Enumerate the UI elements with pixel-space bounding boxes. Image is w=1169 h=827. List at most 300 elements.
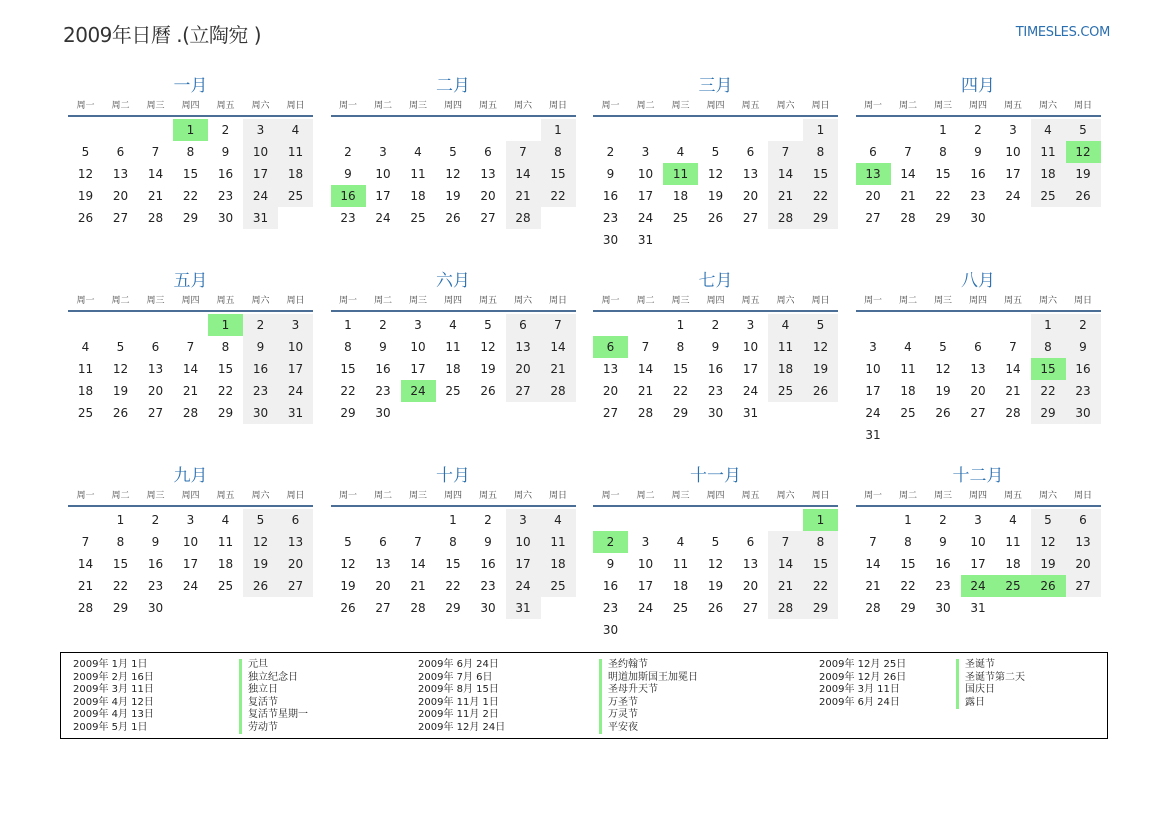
day-cell: 18 [900,384,916,398]
empty-cell [768,509,803,531]
empty-cell [733,509,768,531]
day-cell: 8 [221,340,230,354]
day-cell: 12 [112,362,129,376]
day-cell: 11 [445,340,461,354]
weekday-label: 周一 [76,296,95,306]
holiday-date-column [418,659,505,734]
weekday-label: 周四 [706,101,725,111]
day-cell: 17 [637,189,654,203]
weekday-label: 周三 [408,296,427,306]
day-cell: 19 [340,579,356,593]
weekday-label: 周四 [968,101,987,111]
day-cell: 27 [970,406,986,420]
weekday-label: 周二 [373,101,392,111]
day-cell: 9 [344,167,352,181]
day-cell: 17 [742,362,759,376]
day-cell: 9 [606,167,615,181]
holiday-legend [60,652,1108,739]
day-cell: 14 [637,362,654,376]
day-cell: 14 [182,362,199,376]
day-cell: 15 [900,557,916,571]
holiday-date-column [73,659,154,734]
day-cell: 18 [410,189,426,203]
empty-cell [436,119,471,141]
day-cell: 29 [112,601,129,615]
day-cell: 12 [707,557,724,571]
day-cell: 24 [637,211,654,225]
day-cell: 13 [375,557,391,571]
day-cell: 13 [147,362,164,376]
day-grid [331,314,576,424]
site-link[interactable]: TIMESLES.COM [1015,25,1110,40]
day-cell: 21 [541,358,576,380]
holiday-date: 2009年 1月 1日 [73,659,148,670]
month-title: 三月 [698,76,733,96]
weekday-label: 周一 [601,491,620,501]
day-cell: 7 [541,314,576,336]
empty-cell [628,119,663,141]
day-cell: 28 [506,207,541,229]
day-cell: 4 [81,340,90,354]
empty-cell [698,509,733,531]
day-cell: 15 [112,557,129,571]
weekday-label: 周六 [251,491,270,501]
empty-cell [103,119,138,141]
day-cell: 29 [1031,402,1066,424]
empty-cell [856,314,891,336]
weekday-header [856,487,1101,507]
weekday-header [856,97,1101,117]
day-cell: 20 [742,579,759,593]
day-cell: 2 [1066,314,1101,336]
holiday-name: 露日 [956,697,1025,710]
day-cell: 13 [1066,531,1101,553]
day-cell: 24 [865,406,881,420]
weekday-label: 周三 [408,101,427,111]
day-cell: 7 [81,535,90,549]
day-cell: 5 [484,318,492,332]
day-cell: 16 [147,557,164,571]
day-cell: 25 [77,406,94,420]
day-cell: 26 [707,601,724,615]
day-cell: 26 [803,380,838,402]
holiday-name: 独立纪念日 [239,672,308,685]
weekday-label: 周六 [251,296,270,306]
day-cell: 5 [344,535,352,549]
day-cell: 8 [344,340,352,354]
day-cell: 12 [480,340,496,354]
day-cell: 19 [707,189,724,203]
weekday-label: 周四 [181,491,200,501]
day-cell: 6 [278,509,313,531]
day-cell: 2 [151,513,160,527]
day-cell: 20 [278,553,313,575]
day-cell: 2 [379,318,387,332]
day-cell: 19 [112,384,129,398]
holiday-name: 万圣节 [599,697,698,710]
weekday-header [593,487,838,507]
weekday-label: 周日 [286,101,305,111]
day-cell: 23 [375,384,391,398]
day-cell: 5 [1066,119,1101,141]
day-cell: 17 [970,557,986,571]
day-cell: 30 [602,623,619,637]
month-title: 八月 [961,271,995,291]
day-cell: 29 [803,597,838,619]
weekday-label: 周日 [548,491,567,501]
day-cell: 1 [449,513,457,527]
day-cell: 14 [77,557,94,571]
weekday-label: 周六 [513,101,532,111]
day-cell: 14 [506,163,541,185]
weekday-label: 周二 [636,296,655,306]
empty-cell [68,314,103,336]
weekday-label: 周日 [1073,101,1092,111]
day-cell: 1 [803,119,838,141]
day-cell: 19 [1066,163,1101,185]
day-cell: 23 [243,380,278,402]
day-cell: 13 [970,362,986,376]
holiday-date: 2009年 11月 1日 [418,696,499,708]
page-title: 2009年日曆 .(立陶宛 ) [63,23,262,47]
day-cell: 7 [904,145,912,159]
weekday-label: 周四 [968,296,987,306]
day-grid [593,509,838,641]
day-cell: 7 [151,145,160,159]
day-cell: 27 [480,211,496,225]
day-cell: 7 [186,340,195,354]
day-cell: 1 [1031,314,1066,336]
weekday-label: 周日 [548,101,567,111]
day-cell: 30 [243,402,278,424]
day-cell: 20 [375,579,391,593]
day-cell: 1 [344,318,352,332]
day-cell: 26 [340,601,356,615]
day-grid [593,314,838,424]
day-cell: 2 [974,123,982,137]
day-cell: 9 [151,535,160,549]
day-cell: 31 [278,402,313,424]
day-cell: 6 [974,340,982,354]
holiday-name: 国庆日 [956,684,1025,697]
day-cell: 6 [379,535,387,549]
day-cell: 22 [803,185,838,207]
day-cell: 21 [77,579,94,593]
day-cell: 4 [676,535,685,549]
holiday-day: 24 [961,575,996,597]
weekday-label: 周日 [286,296,305,306]
weekday-label: 周二 [636,101,655,111]
weekday-label: 周二 [636,491,655,501]
day-cell: 13 [278,531,313,553]
empty-cell [331,119,366,141]
day-cell: 7 [768,141,803,163]
day-cell: 27 [112,211,129,225]
day-cell: 18 [1031,163,1066,185]
empty-cell [138,314,173,336]
day-cell: 21 [768,575,803,597]
day-cell: 29 [217,406,234,420]
weekday-label: 周五 [1003,101,1022,111]
day-cell: 20 [506,358,541,380]
day-cell: 19 [243,553,278,575]
day-cell: 16 [1066,358,1101,380]
holiday-day: 12 [1066,141,1101,163]
day-cell: 1 [541,119,576,141]
weekday-header [856,292,1101,312]
weekday-label: 周六 [776,296,795,306]
weekday-label: 周六 [1038,101,1057,111]
day-cell: 4 [1031,119,1066,141]
day-cell: 28 [182,406,199,420]
day-cell: 15 [541,163,576,185]
day-cell: 15 [803,553,838,575]
day-cell: 1 [676,318,685,332]
weekday-label: 周五 [741,491,760,501]
day-cell: 3 [278,314,313,336]
day-cell: 11 [278,141,313,163]
day-cell: 26 [935,406,951,420]
empty-cell [401,509,436,531]
weekday-label: 周日 [548,296,567,306]
day-cell: 8 [904,535,912,549]
empty-cell [401,119,436,141]
day-grid [68,509,313,619]
day-cell: 8 [803,141,838,163]
month-block [856,270,1101,446]
day-cell: 27 [602,406,619,420]
day-cell: 27 [147,406,164,420]
day-cell: 10 [182,535,199,549]
empty-cell [768,119,803,141]
holiday-date: 2009年 3月 11日 [73,684,154,695]
day-cell: 12 [707,167,724,181]
day-cell: 21 [865,579,881,593]
month-title: 十一月 [690,466,741,486]
day-cell: 4 [278,119,313,141]
day-cell: 11 [217,535,234,549]
holiday-date: 2009年 6月 24日 [418,659,499,670]
day-grid [331,509,576,619]
day-cell: 7 [641,340,650,354]
day-cell: 21 [147,189,164,203]
day-cell: 15 [182,167,199,181]
day-cell: 10 [1005,145,1021,159]
day-cell: 10 [278,336,313,358]
day-cell: 17 [278,358,313,380]
day-cell: 4 [904,340,912,354]
month-title: 二月 [436,76,470,96]
day-cell: 3 [869,340,877,354]
day-cell: 10 [637,557,654,571]
day-cell: 26 [707,211,724,225]
day-cell: 15 [217,362,234,376]
day-cell: 8 [449,535,457,549]
day-cell: 8 [676,340,685,354]
day-cell: 23 [217,189,234,203]
weekday-header [331,487,576,507]
day-cell: 6 [506,314,541,336]
holiday-name: 劳动节 [239,722,308,735]
holiday-day: 24 [401,380,436,402]
day-cell: 24 [278,380,313,402]
day-cell: 6 [116,145,125,159]
weekday-label: 周二 [373,491,392,501]
holiday-date: 2009年 4月 12日 [73,696,154,708]
day-cell: 17 [182,557,199,571]
day-cell: 25 [768,380,803,402]
weekday-label: 周一 [863,101,882,111]
day-cell: 14 [768,163,803,185]
day-cell: 26 [445,211,461,225]
weekday-label: 周日 [1073,296,1092,306]
month-block [593,465,838,641]
day-cell: 27 [375,601,391,615]
day-cell: 15 [672,362,689,376]
weekday-label: 周三 [933,296,952,306]
weekday-label: 周一 [338,491,357,501]
weekday-label: 周一 [76,491,95,501]
day-cell: 28 [768,207,803,229]
day-cell: 1 [939,123,947,137]
day-cell: 7 [506,141,541,163]
day-cell: 16 [970,167,986,181]
day-cell: 28 [637,406,654,420]
day-cell: 23 [1066,380,1101,402]
day-cell: 12 [340,557,356,571]
day-cell: 21 [410,579,426,593]
day-cell: 20 [970,384,986,398]
day-cell: 30 [602,233,619,247]
day-cell: 24 [182,579,199,593]
empty-cell [856,119,891,141]
day-cell: 11 [1031,141,1066,163]
day-cell: 25 [410,211,426,225]
day-cell: 28 [900,211,916,225]
day-cell: 2 [711,318,720,332]
empty-cell [698,119,733,141]
weekday-label: 周二 [111,101,130,111]
holiday-date: 2009年 6月 24日 [819,696,900,708]
empty-cell [628,314,663,336]
month-block [68,465,313,619]
day-cell: 2 [221,123,230,137]
day-cell: 26 [1066,185,1101,207]
holiday-day: 25 [996,575,1031,597]
holiday-date: 2009年 3月 11日 [819,684,900,695]
empty-cell [593,509,628,531]
empty-cell [471,119,506,141]
empty-cell [856,509,891,531]
day-cell: 23 [707,384,724,398]
weekday-label: 周四 [181,101,200,111]
day-cell: 17 [506,553,541,575]
weekday-label: 周日 [1073,491,1092,501]
weekday-label: 周四 [443,296,462,306]
holiday-name: 明道加斯国王加冕日 [599,672,698,685]
holiday-name: 圣诞节 [956,659,1025,672]
day-cell: 18 [217,557,234,571]
weekday-header [593,292,838,312]
weekday-label: 周五 [478,491,497,501]
day-cell: 6 [1066,509,1101,531]
day-cell: 3 [379,145,387,159]
holiday-name: 圣诞节第二天 [956,672,1025,685]
day-cell: 29 [182,211,199,225]
weekday-label: 周一 [863,491,882,501]
day-cell: 20 [147,384,164,398]
day-cell: 18 [278,163,313,185]
holiday-day: 6 [593,336,628,358]
day-cell: 29 [935,211,951,225]
day-cell: 8 [1031,336,1066,358]
day-cell: 12 [1031,531,1066,553]
day-cell: 22 [182,189,199,203]
day-cell: 27 [742,601,759,615]
weekday-label: 周三 [408,491,427,501]
day-cell: 5 [803,314,838,336]
day-grid [331,119,576,229]
holiday-date: 2009年 12月 26日 [819,671,907,683]
weekday-label: 周一 [863,296,882,306]
day-cell: 3 [974,513,982,527]
day-cell: 25 [672,211,689,225]
day-cell: 29 [340,406,356,420]
holiday-name: 复活节星期一 [239,709,308,722]
day-cell: 24 [1005,189,1021,203]
empty-cell [733,119,768,141]
holiday-name: 元旦 [239,659,308,672]
weekday-label: 周二 [898,101,917,111]
day-cell: 30 [935,601,951,615]
day-cell: 25 [1031,185,1066,207]
day-cell: 30 [970,211,986,225]
month-block [331,465,576,619]
day-cell: 26 [112,406,129,420]
day-cell: 21 [1005,384,1021,398]
day-cell: 25 [217,579,234,593]
day-cell: 18 [77,384,94,398]
day-cell: 16 [217,167,234,181]
day-grid [68,119,313,229]
day-cell: 14 [541,336,576,358]
weekday-header [68,97,313,117]
day-cell: 29 [672,406,689,420]
day-cell: 3 [641,535,650,549]
month-title: 六月 [436,271,470,291]
day-cell: 5 [711,145,720,159]
empty-cell [68,119,103,141]
day-cell: 19 [445,189,461,203]
weekday-label: 周六 [1038,491,1057,501]
day-cell: 26 [243,575,278,597]
holiday-day: 1 [208,314,243,336]
day-cell: 11 [900,362,916,376]
weekday-label: 周三 [933,491,952,501]
day-cell: 10 [506,531,541,553]
empty-cell [663,119,698,141]
day-cell: 3 [746,318,755,332]
holiday-day: 11 [663,163,698,185]
month-block [856,465,1101,619]
day-cell: 2 [243,314,278,336]
holiday-name: 复活节 [239,697,308,710]
day-cell: 31 [865,428,881,442]
day-cell: 28 [1005,406,1021,420]
day-cell: 23 [935,579,951,593]
weekday-label: 周日 [286,491,305,501]
day-cell: 19 [935,384,951,398]
